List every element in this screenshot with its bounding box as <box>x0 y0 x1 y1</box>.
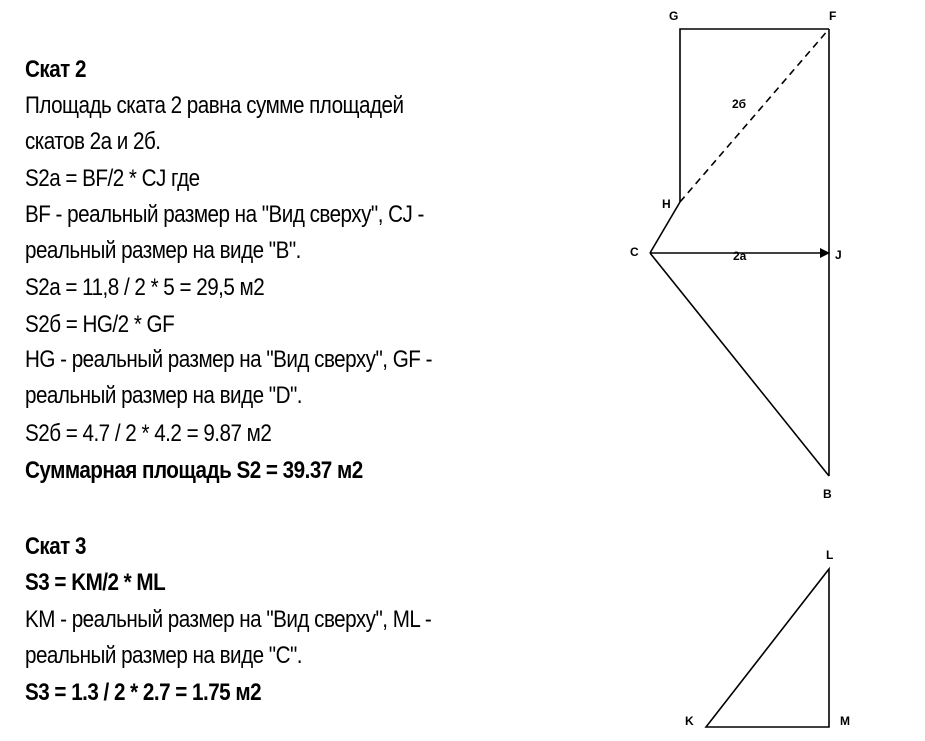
label-c: C <box>630 245 639 259</box>
section-2-line-1: Площадь ската 2 равна сумме площадей <box>25 92 404 119</box>
edge-c-b <box>650 253 829 476</box>
triangle-k-l-m <box>706 569 829 727</box>
label-l: L <box>826 548 834 562</box>
section-2-line-8: HG - реальный размер на "Вид сверху", GF - <box>25 346 432 373</box>
section-2-line-4: BF - реальный размер на "Вид сверху", CJ - <box>25 201 424 228</box>
section-3-heading: Скат 3 <box>25 533 86 560</box>
label-g: G <box>669 9 679 23</box>
slope-3-diagram <box>685 548 850 728</box>
section-3-line-2: реальный размер на виде "C". <box>25 642 303 669</box>
label-m: M <box>840 714 850 728</box>
section-2-line-9: реальный размер на виде "D". <box>25 382 303 409</box>
section-2-line-7: S2б = HG/2 * GF <box>25 311 175 338</box>
section-3-line-1: KM - реальный размер на "Вид сверху", ML - <box>25 606 432 633</box>
section-2-line-10: S2б = 4.7 / 2 * 4.2 = 9.87 м2 <box>25 420 272 447</box>
label-b: B <box>823 487 832 501</box>
section-2-heading: Скат 2 <box>25 56 86 83</box>
section-3-result: S3 = 1.3 / 2 * 2.7 = 1.75 м2 <box>25 679 262 706</box>
section-2-line-6: S2а = 11,8 / 2 * 5 = 29,5 м2 <box>25 274 265 301</box>
label-2b: 2б <box>732 97 747 111</box>
slope-2-diagram <box>630 9 842 501</box>
label-j: J <box>835 248 842 262</box>
label-2a: 2а <box>733 249 747 263</box>
section-2-line-5: реальный размер на виде "B". <box>25 237 301 264</box>
section-3-formula: S3 = KM/2 * ML <box>25 569 166 596</box>
section-2-line-3: S2а = BF/2 * CJ где <box>25 165 200 192</box>
label-k: K <box>685 714 694 728</box>
section-2-total: Суммарная площадь S2 = 39.37 м2 <box>25 457 363 484</box>
label-h: H <box>662 197 671 211</box>
dashed-edge-h-f <box>680 29 829 202</box>
label-f: F <box>829 9 837 23</box>
section-2-line-2: скатов 2а и 2б. <box>25 128 161 155</box>
